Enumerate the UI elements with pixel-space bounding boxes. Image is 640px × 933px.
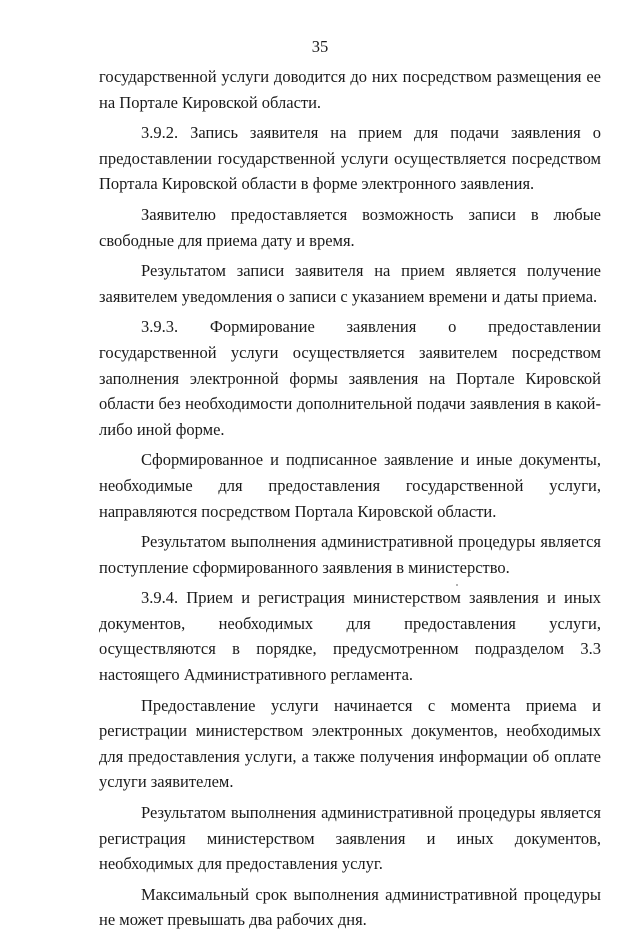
scan-speck	[456, 584, 458, 586]
paragraph-appointment-options: Заявителю предоставляется возможность записи в любые свободные для приема дату и время.	[99, 204, 601, 250]
paragraph-registration-result: Результатом выполнения административной процедуры является регистрация министерством заявления и иных документов, необходимых для предоставления услуг.	[99, 803, 601, 874]
paragraph-submission-result: Результатом выполнения административной процедуры является поступление сформированного заявления в министерство.	[99, 532, 601, 577]
paragraph-service-start: Предоставление услуги начинается с момента приема и регистрации министерством электронных документов, необходимых для предоставления услуги, а также получения информации об оплате услуги заявителем.	[99, 695, 601, 792]
paragraph-3-9-4: 3.9.4. Прием и регистрация министерством заявления и иных документов, необходимых для предоставления услуги, осуществляются в порядке, предусмотренном подразделом 3.3 настоящего Административного регламента.	[99, 588, 601, 685]
paragraph-continuation: государственной услуги доводится до них посредством размещения ее на Портале Кировской области.	[99, 67, 601, 112]
paragraph-submission: Сформированное и подписанное заявление и иные документы, необходимые для предоставления государственной услуги, направляются посредством Портала Кировской области.	[99, 450, 601, 521]
page-number: 35	[311, 37, 329, 56]
document-body	[99, 64, 601, 933]
paragraph-max-duration: Максимальный срок выполнения административной процедуры не может превышать два рабочих дня.	[99, 884, 601, 930]
paragraph-3-9-2: 3.9.2. Запись заявителя на прием для подачи заявления о предоставлении государственной услуги осуществляется посредством Портала Кировской области в форме электронного заявления.	[99, 123, 601, 194]
paragraph-3-9-3: 3.9.3. Формирование заявления о предоставлении государственной услуги осуществляется заявителем посредством заполнения электронной формы заявления на Портале Кировской области без необходимости дополнительной подачи заявления в какой-либо иной форме.	[99, 317, 601, 439]
paragraph-appointment-result: Результатом записи заявителя на прием является получение заявителем уведомления о записи с указанием времени и даты приема.	[99, 261, 601, 306]
